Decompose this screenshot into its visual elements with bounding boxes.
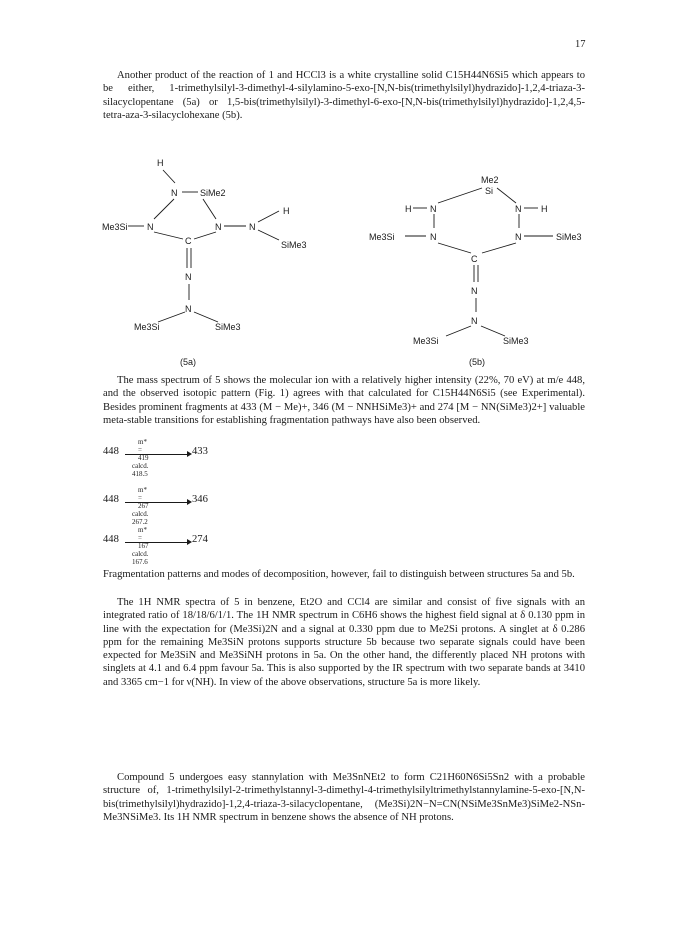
atom-5a-13: SiMe3 [215,322,241,332]
bond [481,326,505,336]
paragraph-stannylation-text: Compound 5 undergoes easy stannylation with Me3SnNEt2 to form C21H60N6Si5Sn2 with a probable structure of, 1-trimethylsilyl-2-trimethylstannyl-3-dimethyl-4-trimethylsilyltrimethylstannylamine-5-exo-[N,N-bis(trimethylsilyl)hydrazido]-1,2,4-triaza-3-silacyclopentane, (Me3Si)2N−N=CN(NSiMe3SnMe3)SiMe2-NSn-Me3NSiMe3. Its 1H NMR spectrum in benzene shows the absence of NH protons. [103,772,585,823]
structure-5a [102,158,307,332]
bond [194,312,218,322]
bond [163,170,175,183]
paragraph-fragmentation-text: Fragmentation patterns and modes of decomposition, however, fail to distinguish between structures 5a and 5b. [103,569,575,580]
paragraph-nmr [103,596,585,689]
atom-5b-1: Si [485,186,494,196]
paragraph-stannylation [103,771,585,824]
structure-5b [369,175,582,346]
atom-5a-9: C [185,236,192,246]
bond [438,243,471,253]
structure-5a-label: (5a) [180,357,197,367]
transition-3-arrow [125,542,187,543]
atom-5b-11: N [471,286,478,296]
bond [194,232,216,239]
atom-5b-13: Me3Si [413,336,439,346]
atom-5b-10: C [471,254,478,264]
atom-5b-3: N [430,204,437,214]
transition-2-calc: calcd. 267.2 [132,510,149,526]
transition-2-from: 448 [103,494,119,505]
transition-3-label: m* = 167 [138,526,149,550]
paragraph-mass-spectrum [103,374,585,427]
paragraph-intro-text: Another product of the reaction of 1 and HCCl3 is a white crystalline solid C15H44N6Si5 which appears to be either, 1-trimethylsilyl-3-dimethyl-4-silylamino-5-exo-[N,N-bis(trimethylsilyl)hydrazido]-1,2,4-triaza-3-silacyclopentane (5a) or 1,5-bis(trimethylsilyl)-3-dimethyl-6-exo-[N,N-bis(trimethylsilyl)hydrazido]-1,2,4,5-tetra-aza-3-silacyclohexane (5b). [103,70,585,121]
bond [154,232,183,239]
atom-5a-8: SiMe3 [281,240,307,250]
atom-5b-4: N [515,204,522,214]
structure-figure [0,0,680,370]
atom-5a-12: Me3Si [134,322,160,332]
atom-5a-1: N [171,188,178,198]
bond [203,199,216,219]
bond [258,230,279,240]
atom-5b-0: Me2 [481,175,499,185]
transition-1-from: 448 [103,446,119,457]
bond [154,199,174,219]
structure-5b-label: (5b) [469,357,486,367]
bond [482,243,516,253]
bond [497,188,516,203]
bond [438,188,482,203]
bond [258,211,279,222]
transition-2-label: m* = 267 [138,486,149,510]
atom-5a-0: H [157,158,164,168]
atom-5b-9: SiMe3 [556,232,582,242]
transition-1-to: 433 [192,446,208,457]
transition-2-arrow [125,502,187,503]
atom-5b-12: N [471,316,478,326]
atom-5a-11: N [185,304,192,314]
transition-1-calc: calcd. 418.5 [132,462,149,478]
atom-5a-5: N [147,222,154,232]
transition-2-to: 346 [192,494,208,505]
page-number: 17 [575,39,586,50]
transition-3-to: 274 [192,534,208,545]
paragraph-nmr-text: The 1H NMR spectra of 5 in benzene, Et2O and CCl4 are similar and consist of five signals with an integrated ratio of 18/18/6/1/1. The 1H NMR spectrum in C6H6 shows the highest field signal at δ 0.130 ppm in line with the expectation for (Me3Si)2N and a signal at 0.330 ppm due to Me2Si protons. A singlet at δ 0.286 ppm for the remaining Me3SiN protons supports structure 5b because two separate signals could have been expected for Me3SiN and Me3SiNH protons in 5a. On the other hand, the differently placed NH protons with singlets at 4.1 and 6.4 ppm favour 5a. This is also supported by the IR spectrum with two separate bands at 3410 and 3365 cm−1 for ν(NH). In view of the above observations, structure 5a is more likely. [103,597,585,688]
atom-5b-7: N [430,232,437,242]
bond [446,326,471,336]
atom-5a-4: Me3Si [102,222,128,232]
transition-1-label: m* = 419 [138,438,149,462]
paragraph-mass-spectrum-text: The mass spectrum of 5 shows the molecular ion with a relatively higher intensity (22%, 70 eV) at m/e 448, and the observed isotopic pattern (Fig. 1) agrees with that calculated for C15H44N6Si5 (see Experimental). Besides prominent fragments at 433 (M − Me)+, 346 (M − NNHSiMe3)+ and 274 [M − NN(SiMe3)2+] valuable meta-stable transitions for establishing fragmentation pathways have also been observed. [103,375,585,426]
atom-5b-14: SiMe3 [503,336,529,346]
atom-5a-10: N [185,272,192,282]
transition-1-arrow [125,454,187,455]
transition-3-calc: calcd. 167.6 [132,550,149,566]
paragraph-fragmentation [103,568,585,581]
atom-5b-5: H [541,204,548,214]
atom-5a-6: N [215,222,222,232]
atom-5b-8: N [515,232,522,242]
atom-5a-3: H [283,206,290,216]
atom-5b-2: H [405,204,412,214]
atom-5a-2: SiMe2 [200,188,226,198]
atom-5b-6: Me3Si [369,232,395,242]
transition-3-from: 448 [103,534,119,545]
atom-5a-7: N [249,222,256,232]
bond [158,312,185,322]
